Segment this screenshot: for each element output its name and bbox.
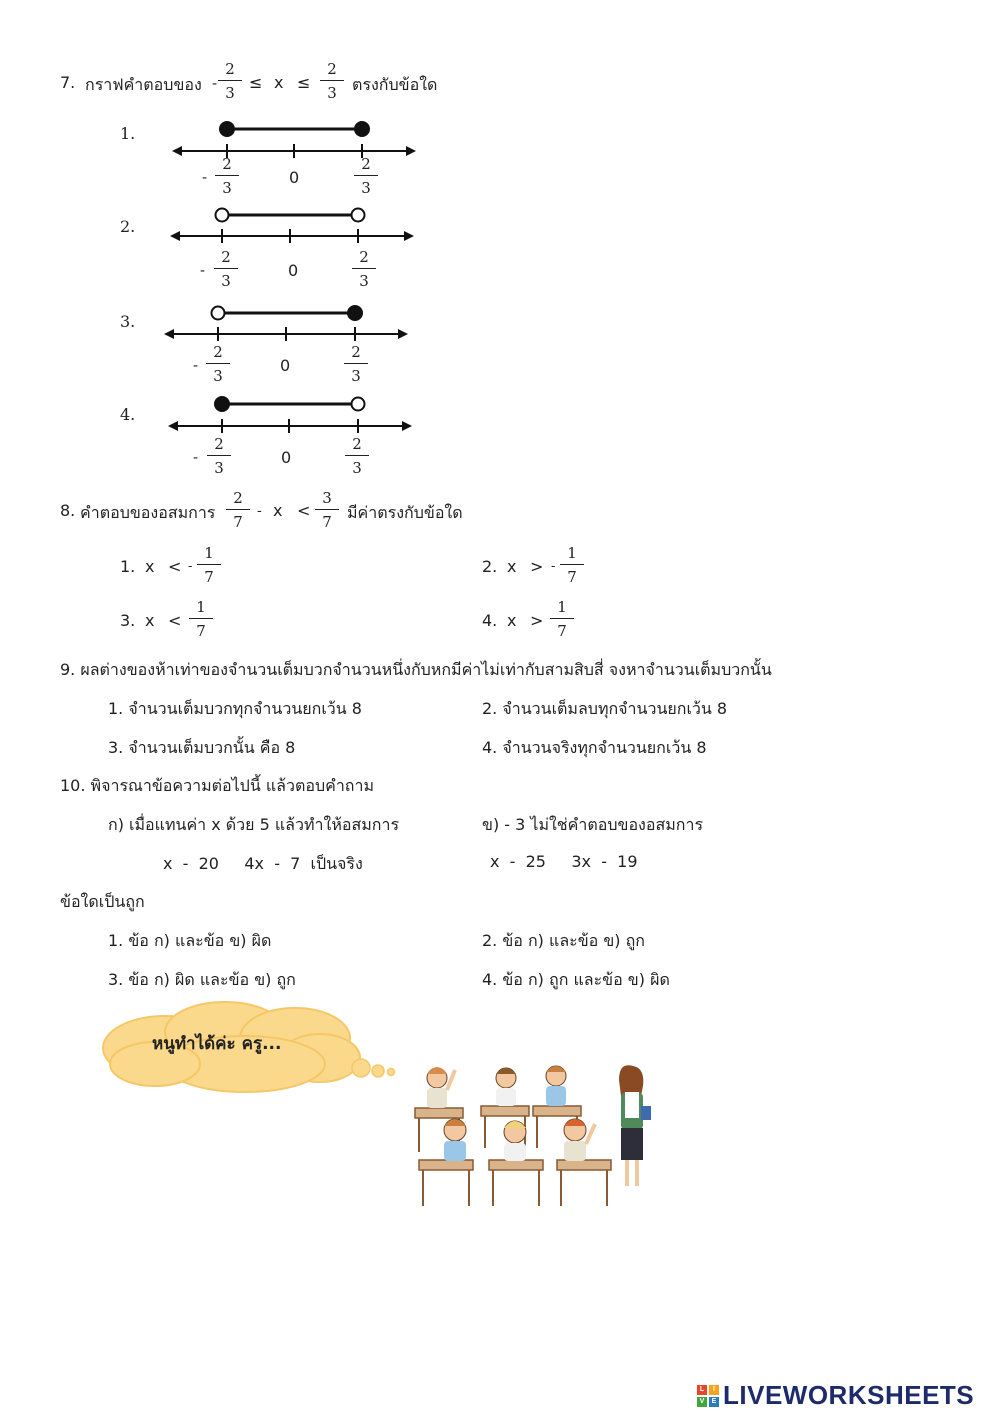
axis-zero: 0 bbox=[288, 261, 299, 280]
arrow-left bbox=[170, 231, 180, 241]
endpoint-left bbox=[220, 122, 234, 136]
q9-option-4[interactable]: 4. จำนวนจริงทุกจำนวนยกเว้น 8 bbox=[482, 738, 707, 757]
axis-frac-right: $\frac{2}{3}$ bbox=[354, 155, 378, 197]
arrow-right bbox=[398, 329, 408, 339]
q9-question: 9. ผลต่างของห้าเท่าของจำนวนเต็มบวกจำนวนหนึ่งกับหกมีค่าไม่เท่ากับสามสิบสี่ จงหาจำนวนเต็มบวกนั้น bbox=[60, 660, 772, 679]
q7-option-label: 4. bbox=[120, 405, 136, 424]
q9-option-2[interactable]: 2. จำนวนเต็มลบทุกจำนวนยกเว้น 8 bbox=[482, 699, 728, 718]
q8-suffix: มีค่าตรงกับข้อใด bbox=[347, 503, 463, 522]
axis-neg: - bbox=[200, 261, 206, 279]
option-var: x bbox=[507, 557, 517, 576]
option-var: x bbox=[145, 611, 155, 630]
option-fraction: $\frac{1}{7}$ bbox=[197, 544, 221, 586]
number-line-2 bbox=[168, 200, 418, 250]
student bbox=[504, 1121, 526, 1161]
student bbox=[427, 1067, 455, 1108]
thought-bubbles bbox=[352, 1059, 395, 1077]
q10-question: 10. พิจารณาข้อความต่อไปนี้ แล้วตอบคำถาม bbox=[60, 776, 375, 795]
q7-rel2: ≤ bbox=[297, 73, 311, 92]
option-label: 2. bbox=[482, 557, 498, 576]
q8-lhs-fraction: $\frac{2}{7}$ bbox=[226, 489, 250, 531]
arrow-left bbox=[172, 146, 182, 156]
q8-rel: < bbox=[297, 501, 311, 520]
endpoint-right bbox=[352, 398, 365, 411]
endpoint-right bbox=[352, 209, 365, 222]
axis-frac-left: $\frac{2}{3}$ bbox=[207, 435, 231, 477]
endpoint-left bbox=[215, 397, 229, 411]
option-neg: - bbox=[551, 559, 556, 574]
cloud-text: หนูทำได้ค่ะ ครู... bbox=[152, 1034, 282, 1054]
q7-prefix: กราฟคำตอบของ bbox=[85, 75, 202, 94]
q9-option-3[interactable]: 3. จำนวนเต็มบวกนั้น คือ 8 bbox=[108, 738, 296, 757]
q7-option-label: 2. bbox=[120, 217, 136, 236]
axis-zero: 0 bbox=[281, 448, 292, 467]
q7-option-label: 3. bbox=[120, 312, 136, 331]
q7-fraction-upper: $\frac{2}{3}$ bbox=[320, 60, 344, 102]
option-rel: < bbox=[168, 557, 182, 576]
q7-option-label: 1. bbox=[120, 124, 136, 143]
option-fraction: $\frac{1}{7}$ bbox=[560, 544, 584, 586]
q7-suffix: ตรงกับข้อใด bbox=[352, 75, 438, 94]
option-var: x bbox=[145, 557, 155, 576]
q8-minus: - bbox=[257, 503, 262, 519]
q7-var: x bbox=[274, 73, 284, 92]
student bbox=[444, 1119, 466, 1161]
endpoint-right bbox=[355, 122, 369, 136]
axis-zero: 0 bbox=[289, 168, 300, 187]
option-fraction: $\frac{1}{7}$ bbox=[550, 598, 574, 640]
arrow-left bbox=[168, 421, 178, 431]
option-label: 4. bbox=[482, 611, 498, 630]
option-var: x bbox=[507, 611, 517, 630]
q7-neg: - bbox=[212, 74, 218, 92]
axis-neg: - bbox=[202, 168, 208, 186]
arrow-right bbox=[402, 421, 412, 431]
q7-rel1: ≤ bbox=[249, 73, 263, 92]
q8-rhs-fraction: $\frac{3}{7}$ bbox=[315, 489, 339, 531]
axis-neg: - bbox=[193, 448, 199, 466]
axis-frac-right: $\frac{2}{3}$ bbox=[345, 435, 369, 477]
axis-neg: - bbox=[193, 356, 199, 374]
q10-option-3[interactable]: 3. ข้อ ก) ผิด และข้อ ข) ถูก bbox=[108, 970, 296, 989]
q8-prefix: คำตอบของอสมการ bbox=[80, 503, 216, 522]
q10-sub-question: ข้อใดเป็นถูก bbox=[60, 892, 145, 911]
endpoint-left bbox=[212, 307, 225, 320]
q9-option-1[interactable]: 1. จำนวนเต็มบวกทุกจำนวนยกเว้น 8 bbox=[108, 699, 362, 718]
axis-zero: 0 bbox=[280, 356, 291, 375]
axis-frac-left: $\frac{2}{3}$ bbox=[206, 343, 230, 385]
number-line-1 bbox=[170, 115, 420, 165]
axis-frac-left: $\frac{2}{3}$ bbox=[215, 155, 239, 197]
arrow-right bbox=[406, 146, 416, 156]
student bbox=[564, 1119, 595, 1161]
student bbox=[546, 1066, 566, 1106]
number-line-3 bbox=[162, 298, 412, 348]
axis-frac-right: $\frac{2}{3}$ bbox=[352, 248, 376, 290]
arrow-right bbox=[404, 231, 414, 241]
arrow-left bbox=[164, 329, 174, 339]
logo-text: LIVEWORKSHEETS bbox=[723, 1380, 975, 1410]
q10-statement-a-inequality: x - 20 4x - 7 เป็นจริง bbox=[163, 854, 363, 873]
q8-number: 8. bbox=[60, 501, 76, 520]
option-label: 3. bbox=[120, 611, 136, 630]
q10-option-1[interactable]: 1. ข้อ ก) และข้อ ข) ผิด bbox=[108, 931, 272, 950]
option-rel: < bbox=[168, 611, 182, 630]
logo-icon: L I V E bbox=[697, 1385, 719, 1407]
q10-statement-b-inequality: x - 25 3x - 19 bbox=[490, 852, 638, 871]
q7-fraction-lower: $\frac{2}{3}$ bbox=[218, 60, 242, 102]
option-rel: > bbox=[530, 611, 544, 630]
q10-option-4[interactable]: 4. ข้อ ก) ถูก และข้อ ข) ผิด bbox=[482, 970, 670, 989]
q8-var: x bbox=[273, 501, 283, 520]
q7-number: 7. bbox=[60, 73, 76, 92]
student bbox=[496, 1068, 516, 1106]
axis-frac-right: $\frac{2}{3}$ bbox=[344, 343, 368, 385]
number-line-4 bbox=[166, 390, 416, 440]
endpoint-right bbox=[348, 306, 362, 320]
q10-statement-a: ก) เมื่อแทนค่า x ด้วย 5 แล้วทำให้อสมการ bbox=[108, 815, 400, 834]
q10-statement-b: ข) - 3 ไม่ใช่คำตอบของอสมการ bbox=[482, 815, 704, 834]
option-fraction: $\frac{1}{7}$ bbox=[189, 598, 213, 640]
option-label: 1. bbox=[120, 557, 136, 576]
teacher bbox=[619, 1065, 651, 1186]
option-rel: > bbox=[530, 557, 544, 576]
endpoint-left bbox=[216, 209, 229, 222]
option-neg: - bbox=[188, 559, 193, 574]
liveworksheets-logo[interactable] bbox=[697, 1380, 974, 1411]
axis-frac-left: $\frac{2}{3}$ bbox=[214, 248, 238, 290]
classroom-illustration bbox=[405, 1060, 665, 1212]
q10-option-2[interactable]: 2. ข้อ ก) และข้อ ข) ถูก bbox=[482, 931, 645, 950]
